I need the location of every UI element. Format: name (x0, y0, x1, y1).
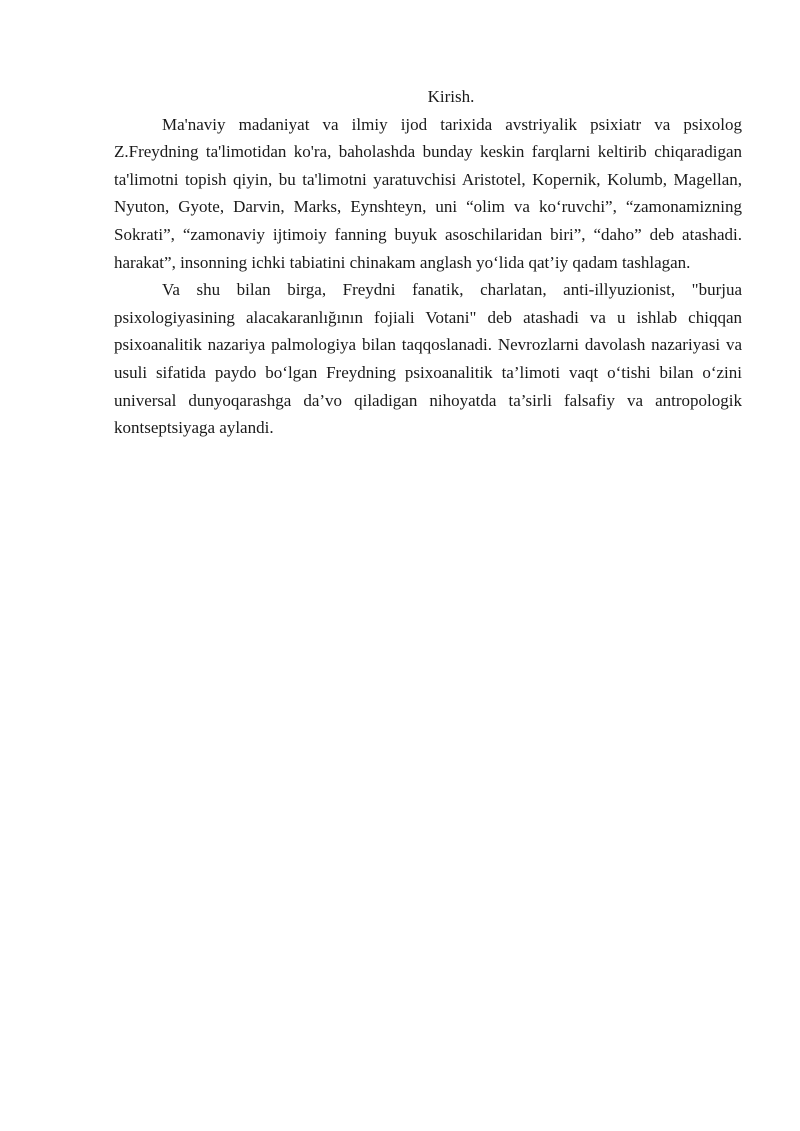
paragraph-2: Va shu bilan birga, Freydni fanatik, charlatan, anti-illyuzionist, "burjua psixologiyasining alacakaranlığının fojiali Votani" deb atashadi va u ishlab chiqqan psixoanalitik nazariya palmologiya bilan taqqoslanadi. Nevrozlarni davolash nazariyasi va usuli sifatida paydo bo‘lgan Freydning psixoanalitik ta’limoti vaqt o‘tishi bilan o‘zini universal dunyoqarashga da’vo qiladigan nihoyatda ta’sirli falsafiy va antropologik kontseptsiyaga aylandi. (114, 280, 742, 438)
document-heading: Kirish. (427, 87, 475, 106)
paragraph-1: Ma'naviy madaniyat va ilmiy ijod tarixida avstriyalik psixiatr va psixolog Z.Freydning ta'limotidan ko'ra, baholashda bunday keskin farqlarni keltirib chiqaradigan ta'limotni topish qiyin, bu ta'limotni yaratuvchisi Aristotel, Kopernik, Kolumb, Magellan, Nyuton, Gyote, Darvin, Marks, Eynshteyn, uni “olim va ko‘ruvchi”, “zamonamizning Sokrati”, “zamonaviy ijtimoiy fanning buyuk asoschilaridan biri”, “daho” deb atashadi. harakat”, insonning ichki tabiatini chinakam anglash yo‘lida qat’iy qadam tashlagan. (114, 114, 742, 272)
document-body (114, 83, 742, 442)
